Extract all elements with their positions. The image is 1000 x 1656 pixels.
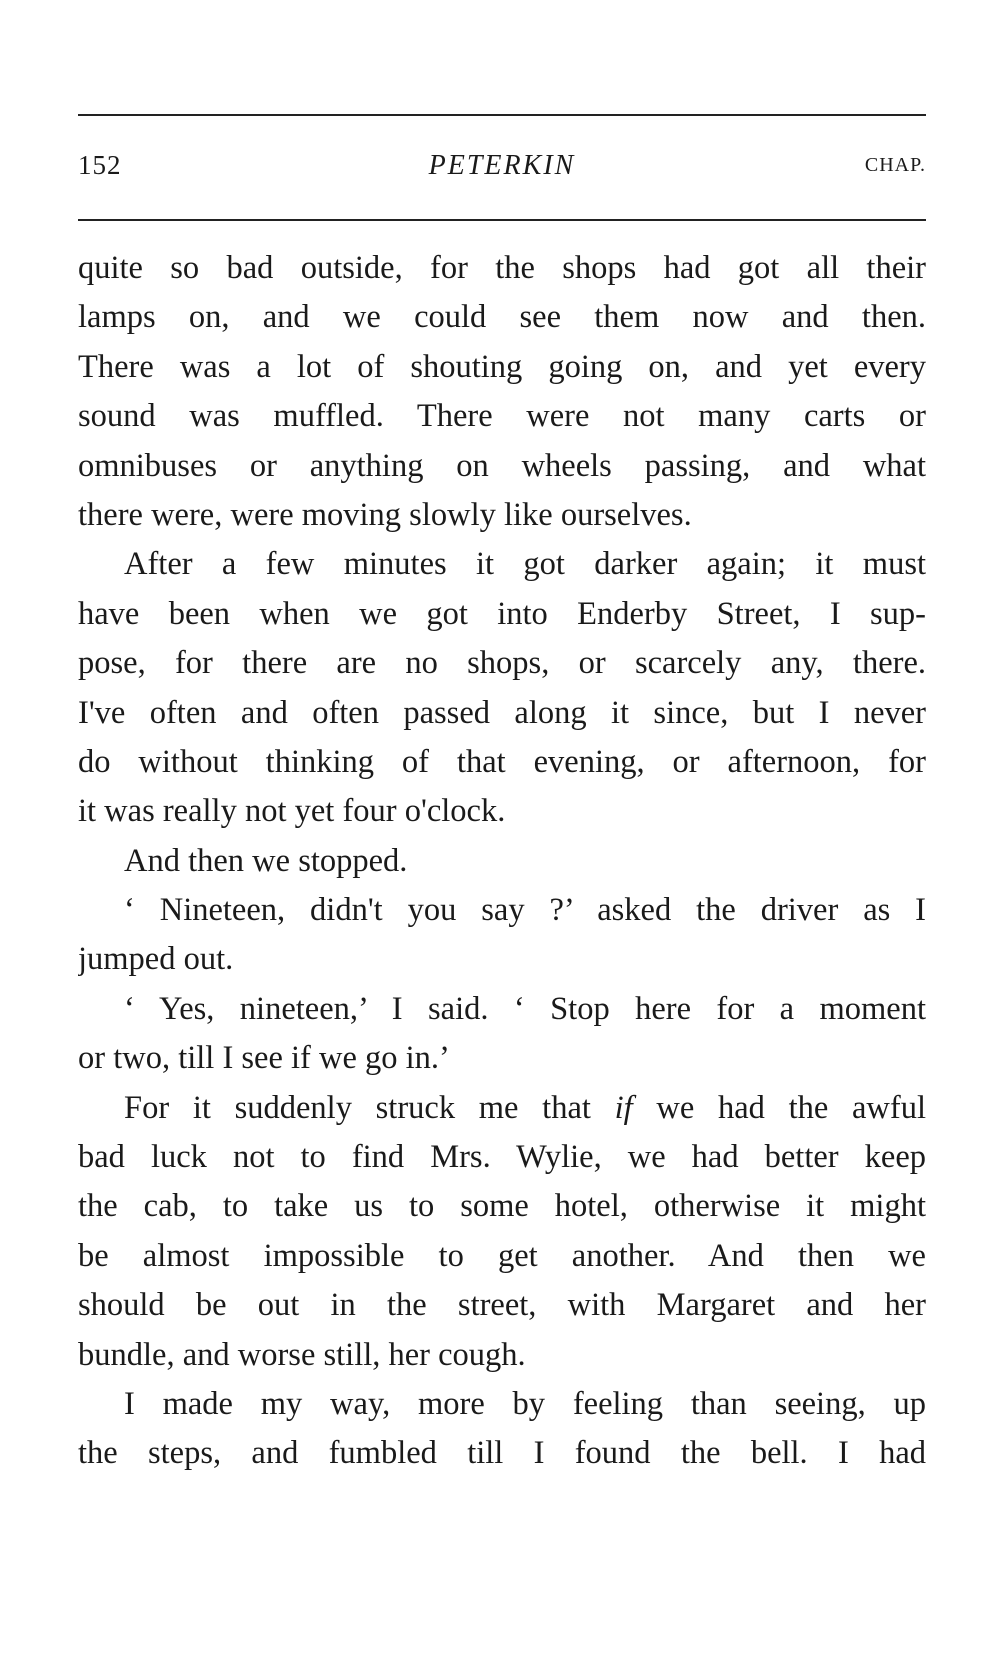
text-line: sound was muffled. There were not many carts or xyxy=(78,398,926,435)
text-line: should be out in the street, with Margaret and her xyxy=(78,1287,926,1324)
text-line: bundle, and worse still, her cough. xyxy=(78,1336,526,1373)
header-rule-top xyxy=(78,114,926,116)
header-rule-bottom xyxy=(78,219,926,221)
text-line: I've often and often passed along it since, but I never xyxy=(78,694,926,731)
text-segment: For it suddenly struck me that xyxy=(124,1089,591,1126)
text-line: jumped out. xyxy=(78,941,234,978)
text-line-with-emphasis xyxy=(78,1084,926,1133)
text-line: bad luck not to find Mrs. Wylie, we had better keep xyxy=(78,1139,926,1176)
text-line: I made my way, more by feeling than seeing, up xyxy=(124,1385,926,1422)
text-line: be almost impossible to get another. And then we xyxy=(78,1237,926,1274)
text-line: it was really not yet four o'clock. xyxy=(78,793,506,830)
text-segment: we had the awful xyxy=(656,1089,926,1126)
running-header xyxy=(78,150,926,190)
text-line: And then we stopped. xyxy=(124,842,408,879)
text-line: omnibuses or anything on wheels passing, and what xyxy=(78,447,926,484)
chapter-mark: CHAP. xyxy=(864,154,926,176)
text-line: There was a lot of shouting going on, and yet every xyxy=(78,348,926,385)
text-line: do without thinking of that evening, or afternoon, for xyxy=(78,743,926,780)
text-line: ‘ Yes, nineteen,’ I said. ‘ Stop here for a moment xyxy=(124,990,926,1027)
running-title: PETERKIN xyxy=(428,150,576,181)
text-line: After a few minutes it got darker again; it must xyxy=(124,546,926,583)
text-line: lamps on, and we could see them now and then. xyxy=(78,299,926,336)
emphasized-word: if xyxy=(614,1089,633,1126)
text-line: there were, were moving slowly like ourselves. xyxy=(78,496,692,533)
text-line: quite so bad outside, for the shops had got all their xyxy=(78,250,926,286)
text-line: or two, till I see if we go in.’ xyxy=(78,1040,450,1077)
text-line: have been when we got into Enderby Street, I sup- xyxy=(78,595,926,632)
text-line: the cab, to take us to some hotel, otherwise it might xyxy=(78,1188,926,1225)
text-line: the steps, and fumbled till I found the bell. I had xyxy=(78,1435,926,1472)
body-text xyxy=(78,244,926,1479)
text-line: pose, for there are no shops, or scarcely any, there. xyxy=(78,645,926,682)
text-line: ‘ Nineteen, didn't you say ?’ asked the driver as I xyxy=(124,892,926,929)
page-number: 152 xyxy=(78,150,122,180)
